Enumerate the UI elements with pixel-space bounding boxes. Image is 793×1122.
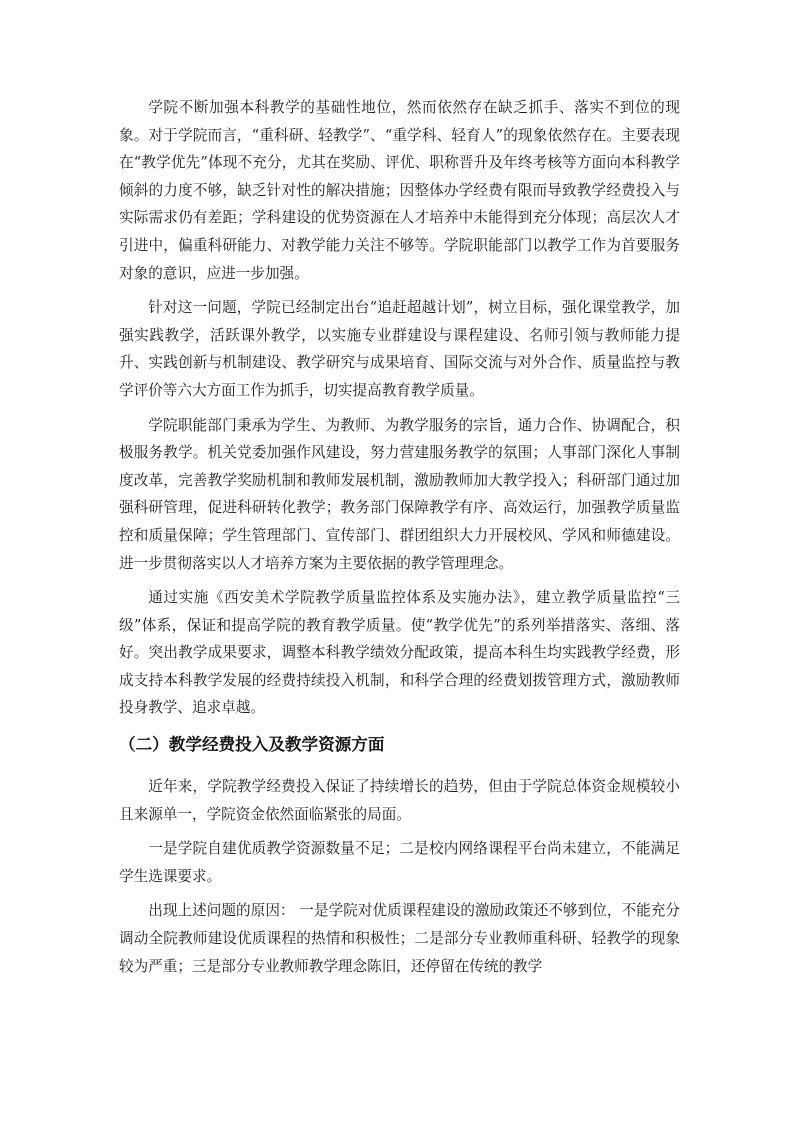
body-paragraph: 出现上述问题的原因： 一是学院对优质课程建设的激励政策还不够到位，不能充分调动全院教师建设优质课程的热情和积极性；二是部分专业教师重科研、轻教学的现象较为严重；三是部分专业教师教学理念陈旧，还停留在传统的教学	[119, 902, 680, 975]
document-body	[119, 94, 680, 987]
section-heading: （二）教学经费投入及教学资源方面	[119, 735, 385, 755]
body-paragraph: 一是学院自建优质教学资源数量不足；二是校内网络课程平台尚未建立，不能满足学生选课要求。	[119, 840, 680, 885]
body-paragraph: 学院不断加强本科教学的基础性地位，然而依然存在缺乏抓手、落实不到位的现象。对于学院而言，“重科研、轻教学”、“重学科、轻育人”的现象依然存在。主要表现在“教学优先”体现不充分，尤其在奖励、评优、职称晋升及年终考核等方面向本科教学倾斜的力度不够，缺乏针对性的解决措施；因整体办学经费有限而导致教学经费投入与实际需求仍有差距；学科建设的优势资源在人才培养中未能得到充分体现；高层次人才引进中，偏重科研能力、对教学能力关注不够等。学院职能部门以教学工作为首要服务对象的意识，应进一步加强。	[119, 99, 680, 282]
body-paragraph: 通过实施《西安美术学院教学质量监控体系及实施办法》，建立教学质量监控“三级”体系，保证和提高学院的教育教学质量。使“教学优先”的系列举措落实、落细、落好。突出教学成果要求，调整本科教学绩效分配政策，提高本科生均实践教学经费，形成支持本科教学发展的经费持续投入机制，和科学合理的经费划拨管理方式，激励教师投身教学、追求卓越。	[119, 589, 680, 717]
body-paragraph: 学院职能部门秉承为学生、为教师、为教学服务的宗旨，通力合作、协调配合，积极服务教学。机关党委加强作风建设，努力营建服务教学的氛围；人事部门深化人事制度改革，完善教学奖励机制和教师发展机制，激励教师加大教学投入；科研部门通过加强科研管理，促进科研转化教学；教务部门保障教学有序、高效运行，加强教学质量监控和质量保障；学生管理部门、宣传部门、群团组织大力开展校风、学风和师德建设。进一步贯彻落实以人才培养方案为主要依据的教学管理理念。	[119, 416, 680, 572]
body-paragraph: 近年来，学院教学经费投入保证了持续增长的趋势，但由于学院总体资金规模较小且来源单一，学院资金依然面临紧张的局面。	[119, 778, 680, 823]
body-paragraph: 针对这一问题，学院已经制定出台“追赶超越计划”，树立目标，强化课堂教学，加强实践教学，活跃课外教学，以实施专业群建设与课程建设、名师引领与教师能力提升、实践创新与机制建设、教学研究与成果培育、国际交流与对外合作、质量监控与教学评价等六大方面工作为抓手，切实提高教育教学质量。	[119, 299, 680, 399]
